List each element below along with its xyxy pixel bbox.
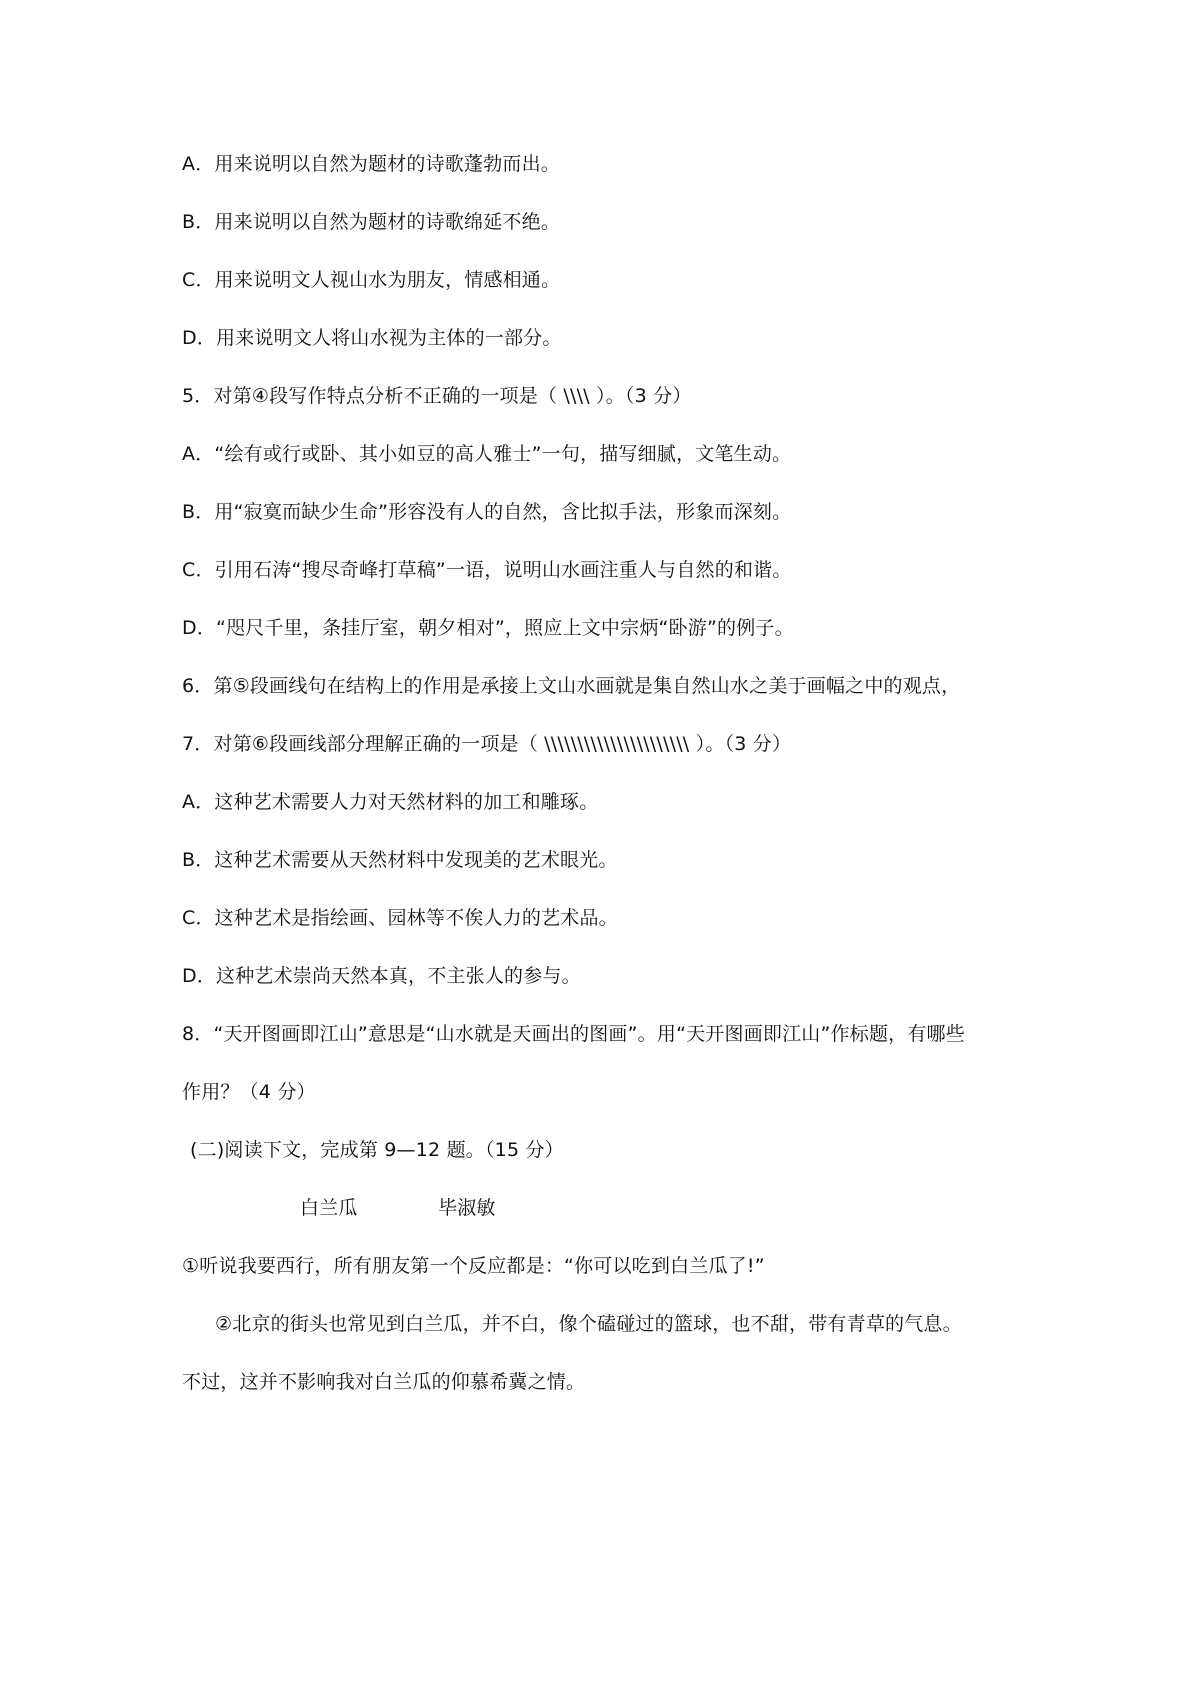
article-paragraph-2-continued: 不过，这并不影响我对白兰瓜的仰慕希冀之情。 [182, 1371, 586, 1393]
article-title: 白兰瓜 [300, 1197, 358, 1219]
option-c-q7: C．这种艺术是指绘画、园林等不俟人力的艺术品。 [182, 907, 618, 929]
article-paragraph-1: ①听说我要西行，所有朋友第一个反应都是：“你可以吃到白兰瓜了!” [182, 1255, 765, 1277]
question-8: 8．“天开图画即江山”意思是“山水就是天画出的图画”。用“天开图画即江山”作标题，有哪些 [182, 1023, 965, 1045]
option-b-q4: B．用来说明以自然为题材的诗歌绵延不绝。 [182, 211, 561, 233]
option-b-q5: B．用“寂寞而缺少生命”形容没有人的自然，含比拟手法，形象而深刻。 [182, 501, 792, 523]
option-b-q7: B．这种艺术需要从天然材料中发现美的艺术眼光。 [182, 849, 618, 871]
question-7: 7．对第⑥段画线部分理解正确的一项是（ \\\\\\\\\\\\\\\\\\\\\\ ）。（3 分） [182, 733, 792, 755]
article-paragraph-2: ②北京的街头也常见到白兰瓜，并不白，像个磕碰过的篮球，也不甜，带有青草的气息。 [215, 1313, 962, 1335]
option-c-q4: C．用来说明文人视山水为朋友，情感相通。 [182, 269, 561, 291]
option-d-q4: D．用来说明文人将山水视为主体的一部分。 [182, 327, 562, 349]
option-a-q5: A．“绘有或行或卧、其小如豆的高人雅士”一句，描写细腻，文笔生动。 [182, 443, 792, 465]
question-8-continued: 作用？（4 分） [182, 1081, 316, 1103]
option-d-q5: D．“咫尺千里，条挂厅室，朝夕相对”，照应上文中宗炳“卧游”的例子。 [182, 617, 794, 639]
option-d-q7: D．这种艺术崇尚天然本真，不主张人的参与。 [182, 965, 581, 987]
article-author: 毕淑敏 [438, 1197, 496, 1219]
question-6: 6．第⑤段画线句在结构上的作用是承接上文山水画就是集自然山水之美于画幅之中的观点， [182, 675, 961, 697]
option-a-q7: A．这种艺术需要人力对天然材料的加工和雕琢。 [182, 791, 599, 813]
question-5: 5．对第④段写作特点分析不正确的一项是（ \\\\ ）。（3 分） [182, 385, 692, 407]
section-heading-2: (二)阅读下文，完成第 9—12 题。（15 分） [190, 1139, 564, 1161]
option-c-q5: C．引用石涛“搜尽奇峰打草稿”一语，说明山水画注重人与自然的和谐。 [182, 559, 792, 581]
option-a-q4: A．用来说明以自然为题材的诗歌蓬勃而出。 [182, 153, 560, 175]
